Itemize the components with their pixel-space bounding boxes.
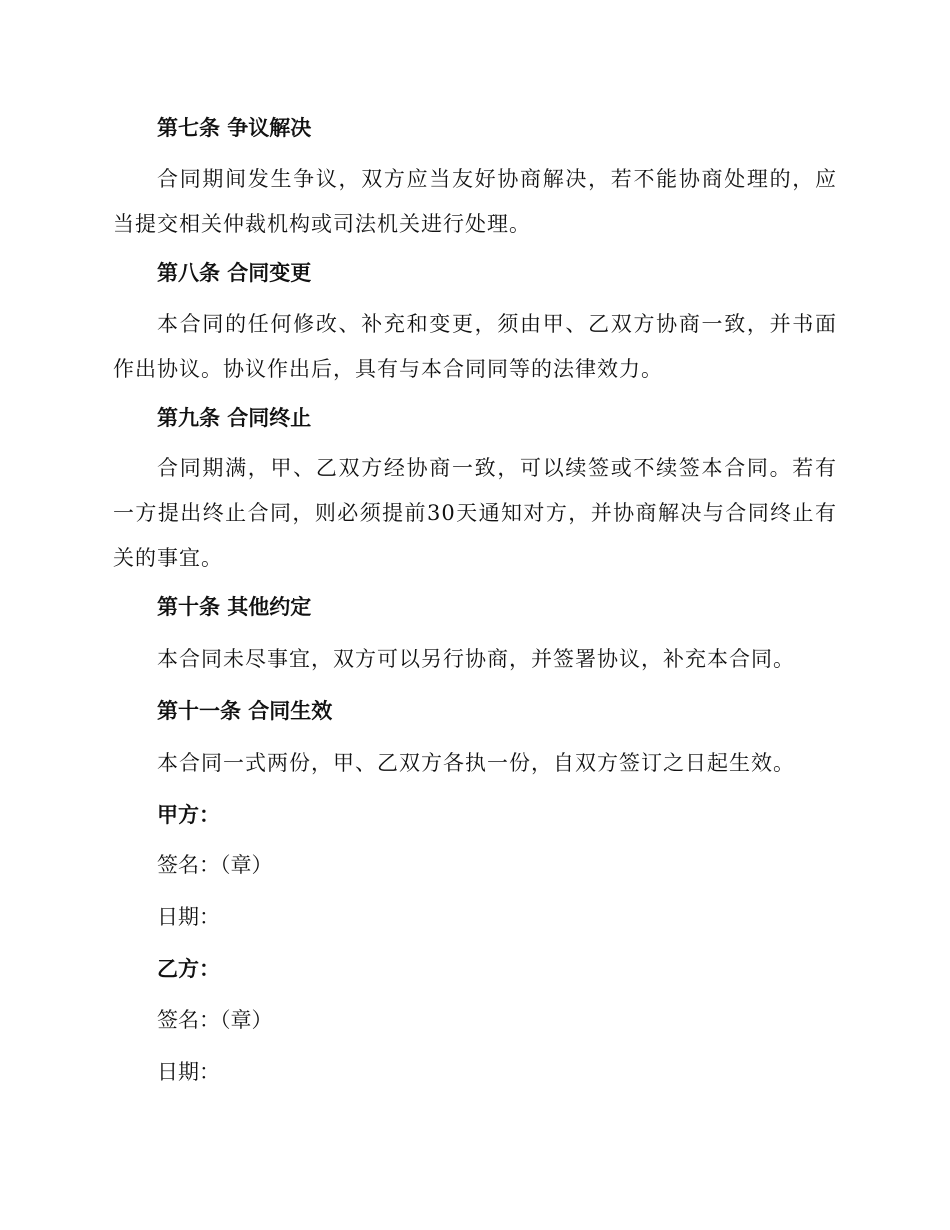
article-9-heading: 第九条 合同终止 (157, 405, 312, 430)
article-10-body: 本合同未尽事宜，双方可以另行协商，并签署协议，补充本合同。 (157, 647, 795, 671)
article-10-heading: 第十条 其他约定 (157, 594, 312, 619)
party-b-label: 乙方： (157, 956, 220, 981)
article-11-heading: 第十一条 合同生效 (157, 698, 333, 723)
article-7-heading: 第七条 争议解决 (157, 115, 312, 140)
article-8-heading: 第八条 合同变更 (157, 260, 312, 285)
party-b-signature: 签名：（章） (157, 1008, 273, 1032)
party-a-label: 甲方： (157, 802, 220, 827)
article-8-body: 本合同的任何修改、补充和变更，须由甲、乙双方协商一致，并书面作出协议。协议作出后，具有与本合同同等的法律效力。 (113, 312, 837, 381)
article-11-body: 本合同一式两份，甲、乙双方各执一份，自双方签订之日起生效。 (157, 751, 795, 775)
party-a-signature: 签名：（章） (157, 853, 273, 877)
party-b-date: 日期： (157, 1060, 220, 1084)
article-9-body: 合同期满，甲、乙双方经协商一致，可以续签或不续签本合同。若有一方提出终止合同，则必须提前30天通知对方，并协商解决与合同终止有关的事宜。 (113, 456, 837, 570)
party-a-date: 日期： (157, 905, 220, 929)
article-7-body: 合同期间发生争议，双方应当友好协商解决，若不能协商处理的，应当提交相关仲裁机构或司法机关进行处理。 (113, 167, 837, 236)
